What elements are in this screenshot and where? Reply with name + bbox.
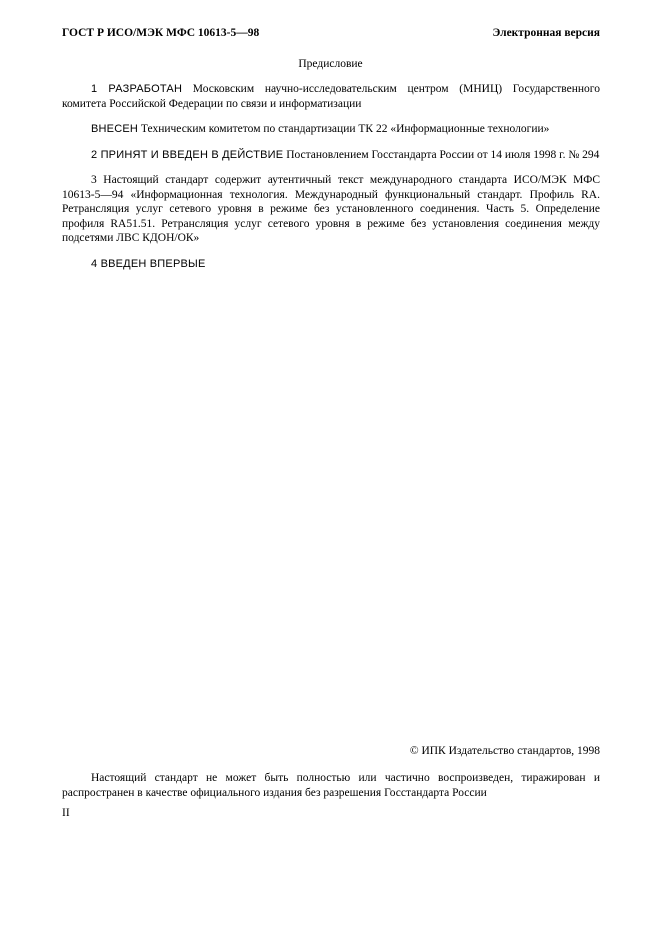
copyright-line: © ИПК Издательство стандартов, 1998 (409, 745, 600, 757)
page-number: II (62, 807, 70, 819)
preface-content (62, 82, 600, 282)
paragraph-text: Техническим комитетом по стандартизации ТК 22 «Информационные технологии» (138, 123, 550, 135)
paragraph-first-introduced (62, 257, 600, 272)
paragraph-developed (62, 82, 600, 111)
paragraph-lead: 2 ПРИНЯТ И ВВЕДЕН В ДЕЙСТВИЕ (91, 148, 284, 161)
reproduction-notice: Настоящий стандарт не может быть полностью или частично воспроизведен, тиражирован и распространен в качестве официального издания без разрешения Госстандарта России (62, 772, 600, 799)
standard-designation: ГОСТ Р ИСО/МЭК МФС 10613-5—98 (62, 27, 260, 39)
paragraph-introduced (62, 122, 600, 137)
paragraph-text: Московским научно-исследовательским центром (МНИЦ) Государственного комитета Российской Федерации по связи и информатизации (62, 83, 600, 110)
paragraph-lead: 1 РАЗРАБОТАН (91, 83, 183, 95)
edition-label: Электронная версия (492, 27, 600, 39)
paragraph-text: Настоящий стандарт содержит аутентичный текст международного стандарта ИСО/МЭК МФС 10613-5—94 «Информационная технология. Международный функциональный стандарт. Профиль RA. Ретрансляция услуг сетевого уровня в режиме без установленного соединения. Часть 5. Определение профиля RA51.51. Ретрансляция услуг сетевого уровня в режиме без установления соединения между подсетями ЛВС КДОН/ОК» (62, 174, 600, 244)
paragraph-authentic-text (62, 173, 600, 246)
paragraph-lead: ВНЕСЕН (91, 123, 139, 135)
paragraph-lead: 3 (91, 174, 97, 186)
page-header (62, 27, 600, 39)
preface-title: Предисловие (298, 58, 363, 70)
paragraph-adopted (62, 148, 600, 163)
paragraph-lead: 4 ВВЕДЕН ВПЕРВЫЕ (91, 257, 206, 270)
paragraph-text: Постановлением Госстандарта России от 14 июля 1998 г. № 294 (283, 148, 600, 161)
